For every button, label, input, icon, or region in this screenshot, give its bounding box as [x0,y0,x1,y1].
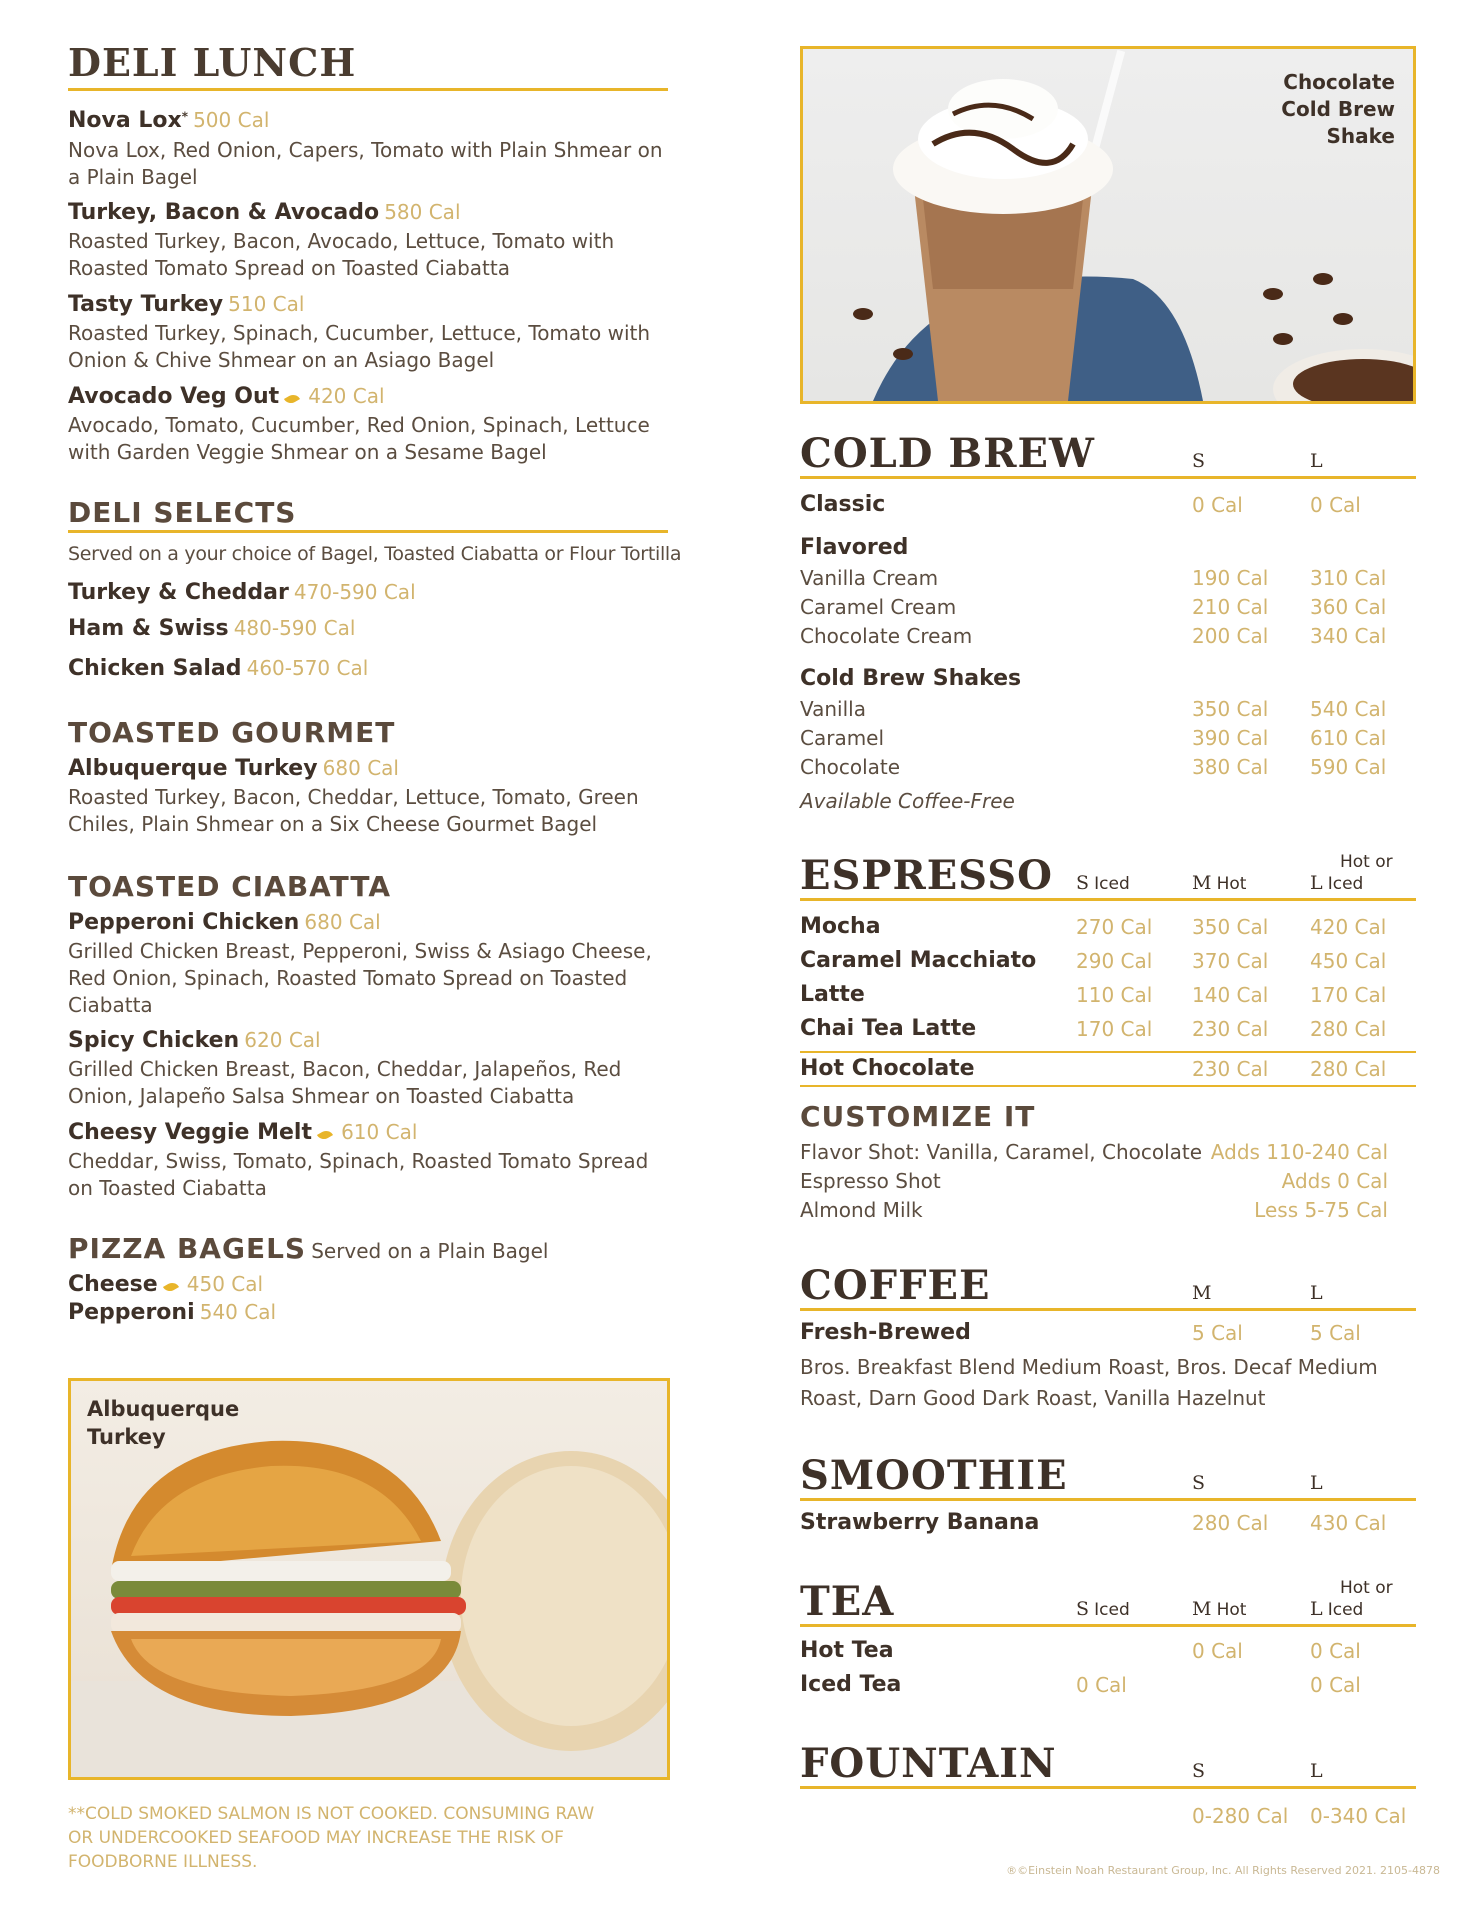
cal-s: 350 Cal [1192,697,1269,721]
deli-lunch-title: DELI LUNCH [68,40,357,85]
cal-l: 5 Cal [1310,1321,1361,1345]
custom-almond-milk-cal: Less 5-75 Cal [1254,1198,1388,1222]
item-vanilla: Vanilla [800,697,866,721]
seafood-footnote: **COLD SMOKED SALMON IS NOT COOKED. CONSUMING RAW OR UNDERCOOKED SEAFOOD MAY INCREASE THE RISK OF FOODBORNE ILLNESS. [68,1804,595,1872]
item-calories: 580 Cal [384,200,461,224]
cal-l: 430 Cal [1310,1511,1387,1535]
menu-item-cheese [68,1272,263,1297]
toasted-gourmet-title: TOASTED GOURMET [68,716,396,749]
item-chocolate: Chocolate [800,755,901,779]
cal-s: 110 Cal [1076,983,1153,1007]
item-description: Roasted Turkey, Bacon, Avocado, Lettuce, Tomato with Roasted Tomato Spread on Toasted Ciabatta [68,229,615,280]
size-header-l: L Iced [1310,872,1364,894]
veggie-leaf-icon [317,1128,333,1142]
cal-s: 190 Cal [1192,566,1269,590]
cal-s: 280 Cal [1192,1511,1269,1535]
cal-l: 280 Cal [1310,1057,1387,1081]
item-chocolate-cream: Chocolate Cream [800,624,973,648]
item-description: Roasted Turkey, Spinach, Cucumber, Lettuce, Tomato with Onion & Chive Shmear on an Asiago Bagel [68,321,651,372]
menu-item-nova-lox [68,108,269,133]
item-hot-chocolate: Hot Chocolate [800,1056,975,1081]
item-calories: 460-570 Cal [246,656,369,680]
deli-selects-title: DELI SELECTS [68,496,297,529]
size-header-m: M Hot [1192,872,1247,894]
albuquerque-turkey-photo [68,1378,670,1780]
cal-m: 370 Cal [1192,949,1269,973]
item-calories: 500 Cal [193,108,270,132]
menu-item-albuquerque-turkey [68,756,399,781]
item-description: Grilled Chicken Breast, Bacon, Cheddar, Jalapeños, Red Onion, Jalapeño Salsa Shmear on Toasted Ciabatta [68,1057,622,1108]
item-name: Avocado Veg Out [68,384,280,409]
size-label-m: M [1192,1282,1212,1304]
cal-l: 0 Cal [1310,1639,1361,1663]
section-rule [68,530,668,533]
coffee-description: Bros. Breakfast Blend Medium Roast, Bros. Decaf Medium Roast, Darn Good Dark Roast, Vanilla Hazelnut [800,1355,1378,1410]
item-strawberry-banana: Strawberry Banana [800,1510,1040,1535]
cal-l: 0-340 Cal [1310,1804,1407,1828]
cal-l: 310 Cal [1310,566,1387,590]
section-rule [800,1498,1416,1501]
smoothie-title: SMOOTHIE [800,1452,1068,1499]
item-chai-tea-latte: Chai Tea Latte [800,1016,977,1041]
item-caramel-cream: Caramel Cream [800,595,957,619]
item-name: Ham & Swiss [68,616,229,641]
cal-m: 140 Cal [1192,983,1269,1007]
section-rule [68,88,668,91]
asterisk-mark: * [181,109,188,124]
item-name: Albuquerque Turkey [68,756,318,781]
section-rule [800,476,1416,479]
size-label-s: S [1192,1472,1206,1494]
section-rule [800,1308,1416,1311]
item-calories: 480-590 Cal [233,616,356,640]
cal-l: 340 Cal [1310,624,1387,648]
item-fresh-brewed: Fresh-Brewed [800,1320,971,1345]
section-rule [800,1624,1416,1627]
item-name: Spicy Chicken [68,1028,240,1053]
coffee-free-note: Available Coffee-Free [800,789,1015,813]
fountain-title: FOUNTAIN [800,1740,1057,1787]
cal-m: 230 Cal [1192,1017,1269,1041]
item-calories: 680 Cal [304,910,381,934]
menu-item-cheesy-veggie-melt [68,1120,417,1145]
cal-l: 420 Cal [1310,915,1387,939]
cal-l: 0 Cal [1310,1673,1361,1697]
cal-s: 170 Cal [1076,1017,1153,1041]
menu-item-pepperoni [68,1300,276,1325]
cal-s: 270 Cal [1076,915,1153,939]
cal-m: 350 Cal [1192,915,1269,939]
item-description: Cheddar, Swiss, Tomato, Spinach, Roasted Tomato Spread on Toasted Ciabatta [68,1149,649,1200]
custom-almond-milk: Almond Milk [800,1198,923,1222]
item-classic: Classic [800,492,886,517]
size-header-s: S Iced [1076,1598,1130,1620]
menu-item-tasty-turkey [68,292,304,317]
item-calories: 610 Cal [341,1120,418,1144]
divider [800,1051,1416,1053]
cold-brew-shake-photo [800,46,1416,404]
custom-espresso-shot: Espresso Shot [800,1169,941,1193]
pizza-bagels-title: PIZZA BAGELS [68,1232,307,1265]
size-label-s: S [1192,450,1206,472]
menu-item-pepperoni-chicken [68,910,381,935]
cal-s: 200 Cal [1192,624,1269,648]
cal-s: 380 Cal [1192,755,1269,779]
customize-it-title: CUSTOMIZE IT [800,1100,1036,1133]
cold-brew-title: COLD BREW [800,430,1095,477]
cal-s: 210 Cal [1192,595,1269,619]
item-name: Tasty Turkey [68,292,224,317]
custom-flavor-shot-cal: Adds 110-240 Cal [1210,1140,1388,1164]
menu-item-spicy-chicken [68,1028,321,1053]
size-header-m: M Hot [1192,1598,1247,1620]
cal-m: 0 Cal [1192,1639,1243,1663]
divider [800,1085,1416,1087]
item-calories: 470-590 Cal [293,580,416,604]
item-hot-tea: Hot Tea [800,1638,894,1663]
size-label-l: L [1310,450,1323,472]
custom-espresso-shot-cal: Adds 0 Cal [1281,1169,1388,1193]
item-calories: 420 Cal [308,384,385,408]
custom-flavor-shot: Flavor Shot: Vanilla, Caramel, Chocolate [800,1140,1203,1164]
veggie-leaf-icon [284,392,300,406]
cal-l: 170 Cal [1310,983,1387,1007]
size-header-l-top: Hot or [1340,1578,1393,1598]
cal-s: 0 Cal [1076,1673,1127,1697]
cold-brew-shakes-heading: Cold Brew Shakes [800,666,1022,691]
item-iced-tea: Iced Tea [800,1672,902,1697]
item-calories: 510 Cal [228,292,305,316]
item-mocha: Mocha [800,914,881,939]
espresso-title: ESPRESSO [800,852,1053,899]
toasted-ciabatta-title: TOASTED CIABATTA [68,870,392,903]
cal-s: 0-280 Cal [1192,1804,1289,1828]
item-caramel: Caramel [800,726,885,750]
copyright-text: ®©Einstein Noah Restaurant Group, Inc. All Rights Reserved 2021. 2105-4878 [1006,1864,1440,1877]
item-calories: 540 Cal [199,1300,277,1324]
pizza-bagels-header [68,1232,548,1265]
item-description: Nova Lox, Red Onion, Capers, Tomato with Plain Shmear on a Plain Bagel [68,138,663,189]
item-latte: Latte [800,982,865,1007]
item-description: Grilled Chicken Breast, Pepperoni, Swiss & Asiago Cheese, Red Onion, Spinach, Roasted Tomato Spread on Toasted Ciabatta [68,939,652,1017]
item-name: Cheese [68,1272,158,1297]
cal-m: 5 Cal [1192,1321,1243,1345]
flavored-heading: Flavored [800,535,909,560]
cal-l: 610 Cal [1310,726,1387,750]
menu-item-chicken-salad [68,656,368,681]
cal-l: 540 Cal [1310,697,1387,721]
item-name: Nova Lox [68,108,182,133]
item-name: Cheesy Veggie Melt [68,1120,312,1145]
item-name: Turkey, Bacon & Avocado [68,200,380,225]
item-calories: 450 Cal [186,1272,264,1296]
section-rule [800,1786,1416,1789]
veggie-leaf-icon [163,1280,179,1294]
coffee-title: COFFEE [800,1262,991,1309]
size-label-l: L [1310,1760,1323,1782]
tea-title: TEA [800,1578,895,1625]
cal-l: 590 Cal [1310,755,1387,779]
size-header-l-top: Hot or [1340,852,1393,872]
item-caramel-macchiato: Caramel Macchiato [800,948,1037,973]
size-label-s: S [1192,1760,1206,1782]
item-description: Roasted Turkey, Bacon, Cheddar, Lettuce, Tomato, Green Chiles, Plain Shmear on a Six Cheese Gourmet Bagel [68,785,639,836]
cal-l: 450 Cal [1310,949,1387,973]
cal-m: 230 Cal [1192,1057,1269,1081]
size-header-l: L Iced [1310,1598,1364,1620]
item-description: Avocado, Tomato, Cucumber, Red Onion, Spinach, Lettuce with Garden Veggie Shmear on a Sesame Bagel [68,413,650,464]
size-label-l: L [1310,1282,1323,1304]
item-calories: 620 Cal [244,1028,321,1052]
menu-item-turkey-bacon-avocado [68,200,461,225]
cal-s: 0 Cal [1192,493,1243,517]
section-rule [800,898,1416,901]
item-name: Pepperoni Chicken [68,910,300,935]
photo-caption: Chocolate Cold Brew Shake [1281,70,1395,148]
deli-selects-note: Served on a your choice of Bagel, Toasted Ciabatta or Flour Tortilla [68,543,682,565]
photo-caption: Albuquerque Turkey [87,1397,240,1449]
cal-s: 290 Cal [1076,949,1153,973]
menu-item-turkey-cheddar [68,580,416,605]
item-name: Turkey & Cheddar [68,580,289,605]
item-name: Chicken Salad [68,656,242,681]
size-label-l: L [1310,1472,1323,1494]
cal-l: 0 Cal [1310,493,1361,517]
menu-item-ham-swiss [68,616,355,641]
cal-l: 280 Cal [1310,1017,1387,1041]
item-calories: 680 Cal [322,756,399,780]
cal-s: 390 Cal [1192,726,1269,750]
pizza-bagels-note: Served on a Plain Bagel [311,1239,549,1263]
menu-item-avocado-veg-out [68,384,385,409]
cal-l: 360 Cal [1310,595,1387,619]
size-header-s: S Iced [1076,872,1130,894]
item-vanilla-cream: Vanilla Cream [800,566,939,590]
item-name: Pepperoni [68,1300,195,1325]
